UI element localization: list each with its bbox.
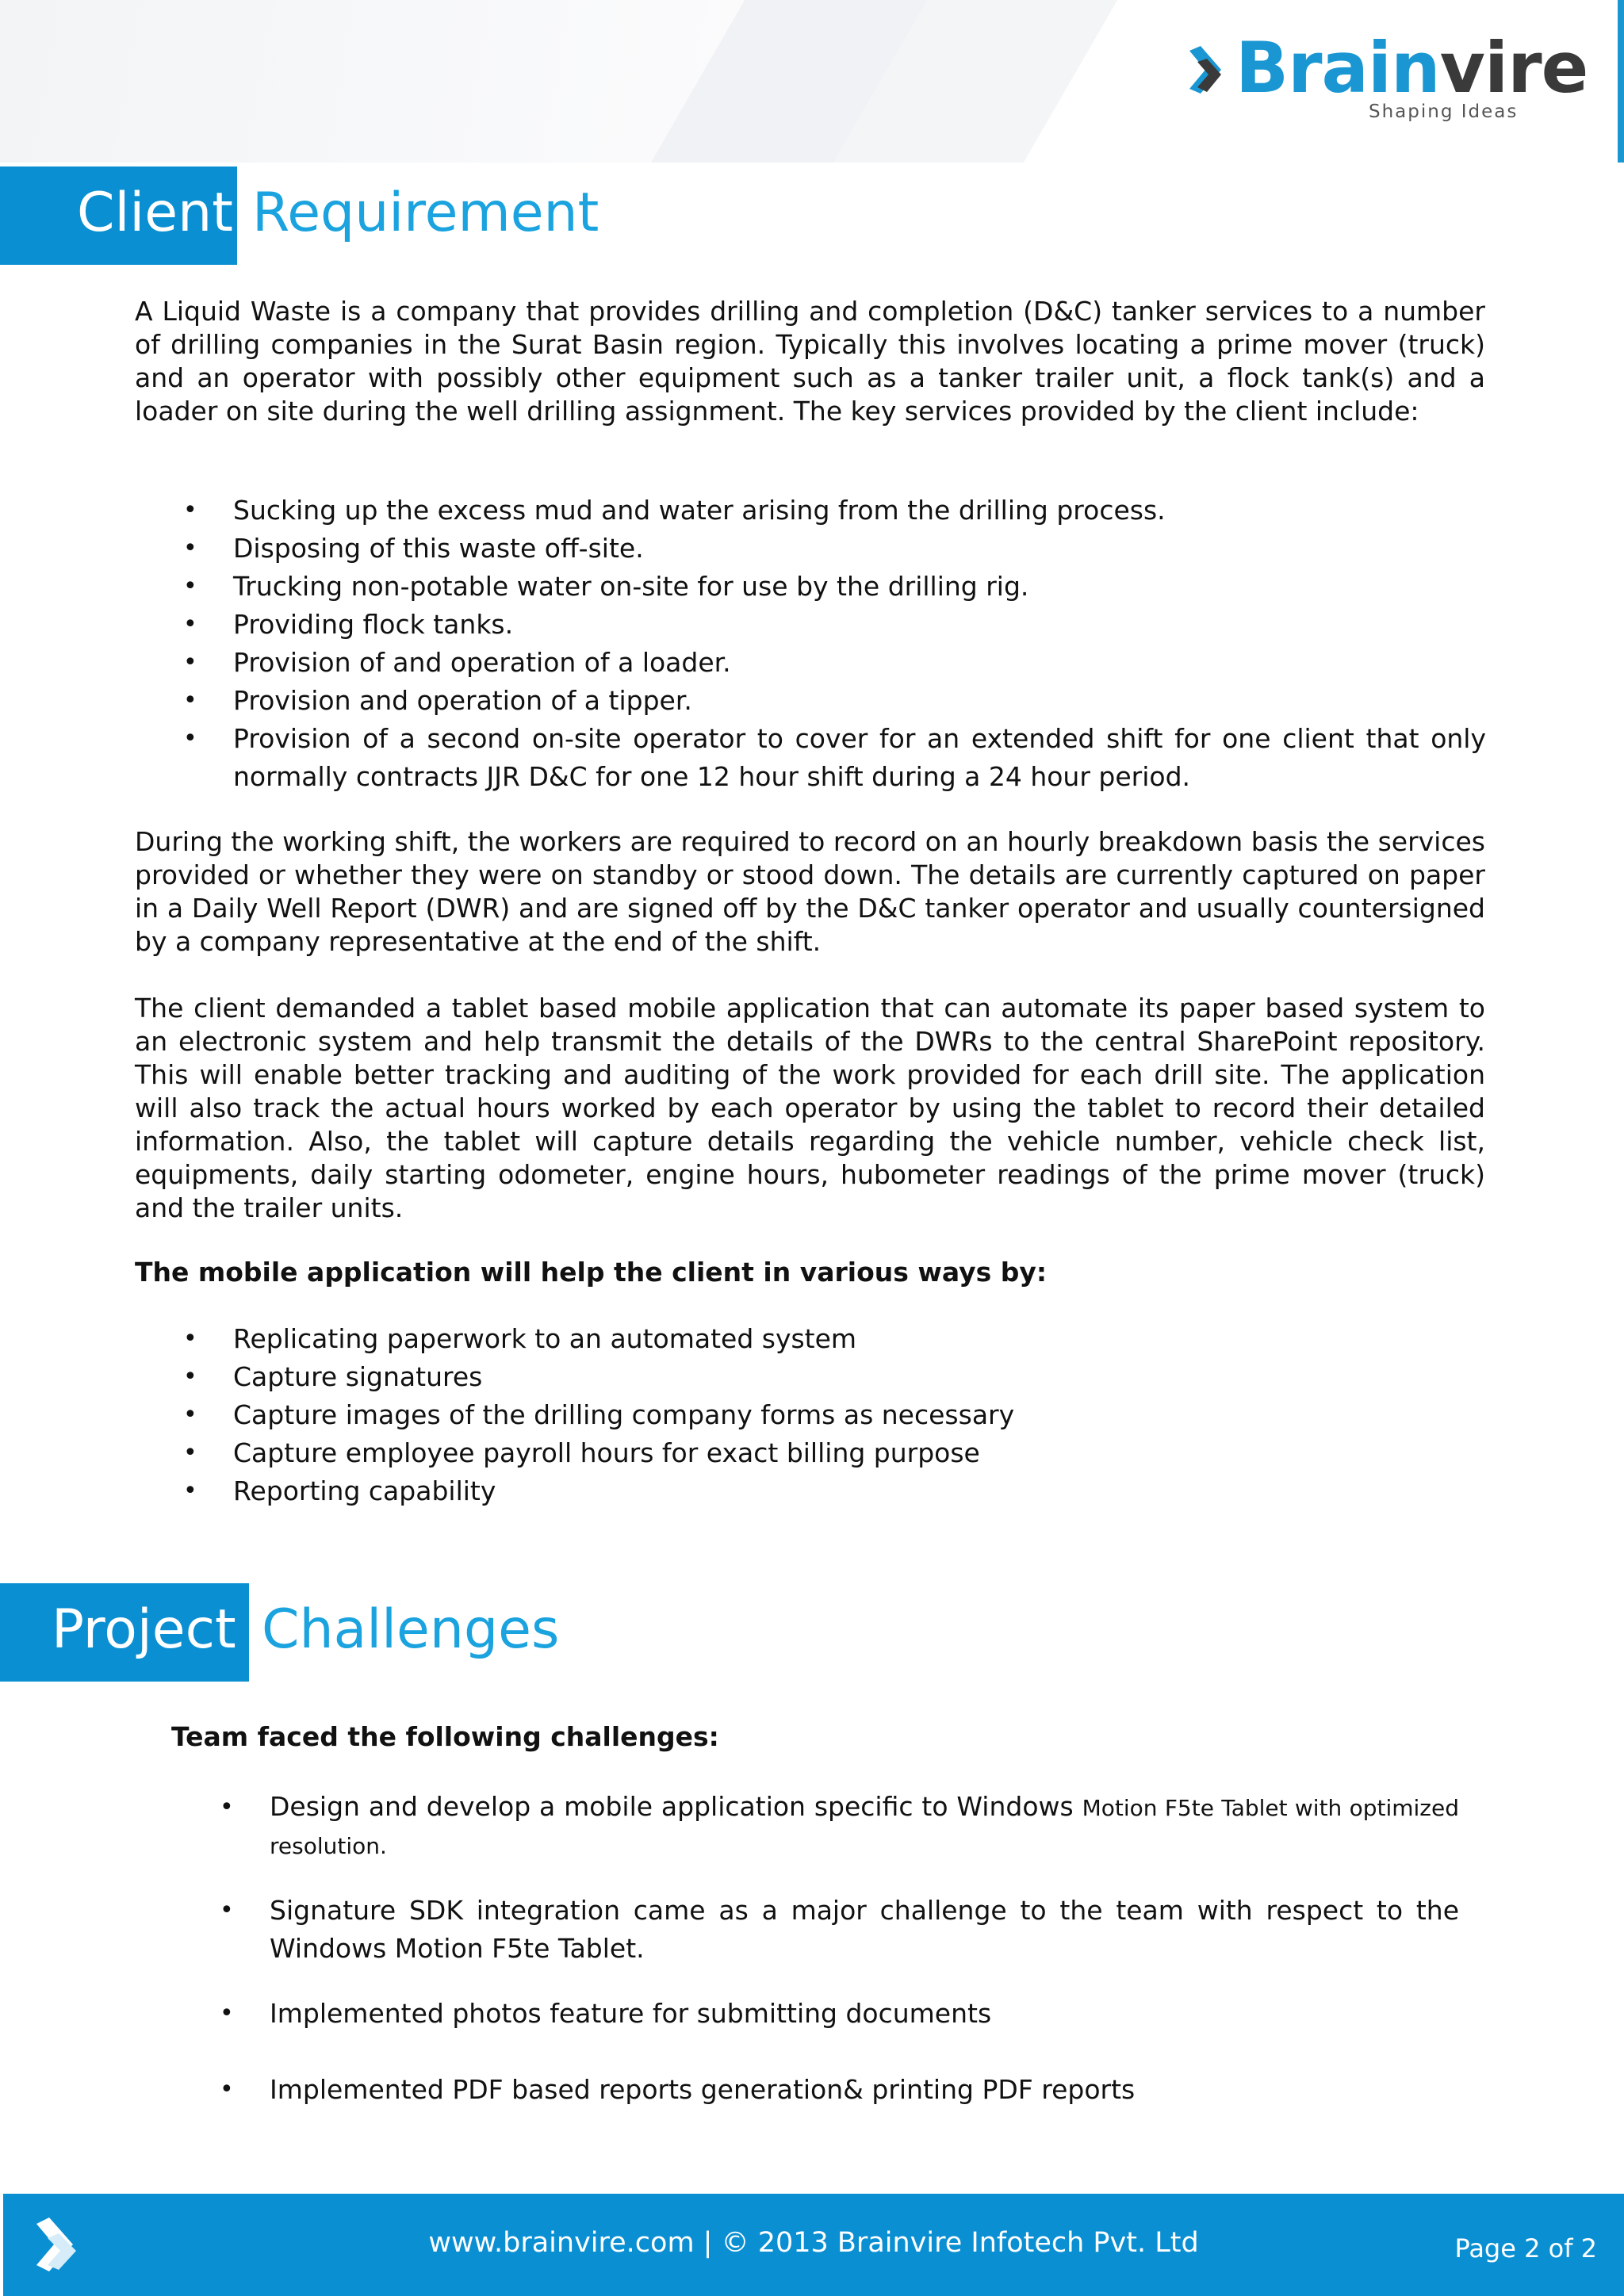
tablet-app-paragraph: The client demanded a tablet based mobile application that can automate its paper based system to an electronic system and help transmit the details of the DWRs to the central SharePoint repository. This will enable better tracking and auditing of the work provided for each drill site. The application will also track the actual hours worked by each operator by using the tablet to record their detailed information. Also, the tablet will capture details regarding the vehicle number, vehicle check list, equipments, daily starting odometer, engine hours, hubometer readings of the prime mover (truck) and the trailer units. [135,993,1485,1223]
logo-tagline: Shaping Ideas [1369,101,1519,122]
logo-wordmark [1235,27,1588,109]
footer-bar [3,2194,1624,2296]
header-right-rule [1618,0,1624,163]
shift-paragraph: During the working shift, the workers are required to record on an hourly breakdown basis the services provided or whether they were on standby or stood down. The details are currently captured on paper in a Daily Well Report (DWR) and are signed off by the D&C tanker operator and usually countersigned by a company representative at the end of the shift. [135,826,1485,957]
challenges-list [220,1789,1460,2109]
intro-paragraph: A Liquid Waste is a company that provides drilling and completion (D&C) tanker services to a number of drilling companies in the Surat Basin region. Typically this involves locating a prime mover (truck) and an operator with possibly other equipment such as a tanker trailer unit, a flock tank(s) and a loader on site during the well drilling assignment. The key services provided by the client include: [135,296,1485,427]
list-item: • Provision of a second on-site operator to cover for an extended shift for one client that only normally contracts JJR D&C for one 12 hour shift during a 24 hour period. [183,723,1486,792]
project-challenges-heading [0,1583,634,1682]
list-item: • Replicating paperwork to an automated system [183,1323,857,1354]
list-item: • Implemented PDF based reports generation& printing PDF reports [220,2074,1136,2105]
list-item: • Capture images of the drilling company forms as necessary [183,1399,1015,1430]
logo-word-vire: vire [1439,27,1588,109]
logo-word-brain: Brain [1235,27,1440,109]
benefits-heading: The mobile application will help the client in various ways by: [135,1257,1048,1288]
list-item: • Trucking non-potable water on-site for use by the drilling rig. [183,571,1029,602]
page-number: Page 2 of 2 [1454,2233,1597,2263]
list-item: • Sucking up the excess mud and water arising from the drilling process. [183,495,1166,526]
list-item: • Disposing of this waste off-site. [183,533,644,564]
heading-word-project: Project [52,1598,236,1661]
list-item: • Capture signatures [183,1361,483,1392]
list-item: • Signature SDK integration came as a major challenge to the team with respect to the Windows Motion F5te Tablet. [220,1895,1459,1964]
list-item: • Providing flock tanks. [183,609,514,640]
list-item: • Reporting capability [183,1475,496,1506]
challenges-heading: Team faced the following challenges: [171,1721,719,1752]
benefits-list [183,1320,1486,1510]
list-item: • Provision and operation of a tipper. [183,685,692,716]
list-item: • Capture employee payroll hours for exact billing purpose [183,1437,980,1468]
header-background [0,0,1047,163]
brainvire-logo [1189,27,1588,127]
list-item: • Implemented photos feature for submitting documents [220,1998,992,2029]
services-list [183,492,1486,796]
heading-word-challenges: Challenges [262,1598,560,1661]
heading-word-client: Client [77,182,233,244]
brainvire-logo-icon [1189,46,1229,105]
footer-text: www.brainvire.com | © 2013 Brainvire Infotech Pvt. Ltd [428,2227,1199,2259]
list-item: • Design and develop a mobile application specific to Windows Motion F5te Tablet with optimized resolution. [220,1791,1460,1859]
heading-word-requirement: Requirement [252,182,599,244]
client-requirement-heading [0,166,634,265]
list-item: • Provision of and operation of a loader. [183,647,731,678]
